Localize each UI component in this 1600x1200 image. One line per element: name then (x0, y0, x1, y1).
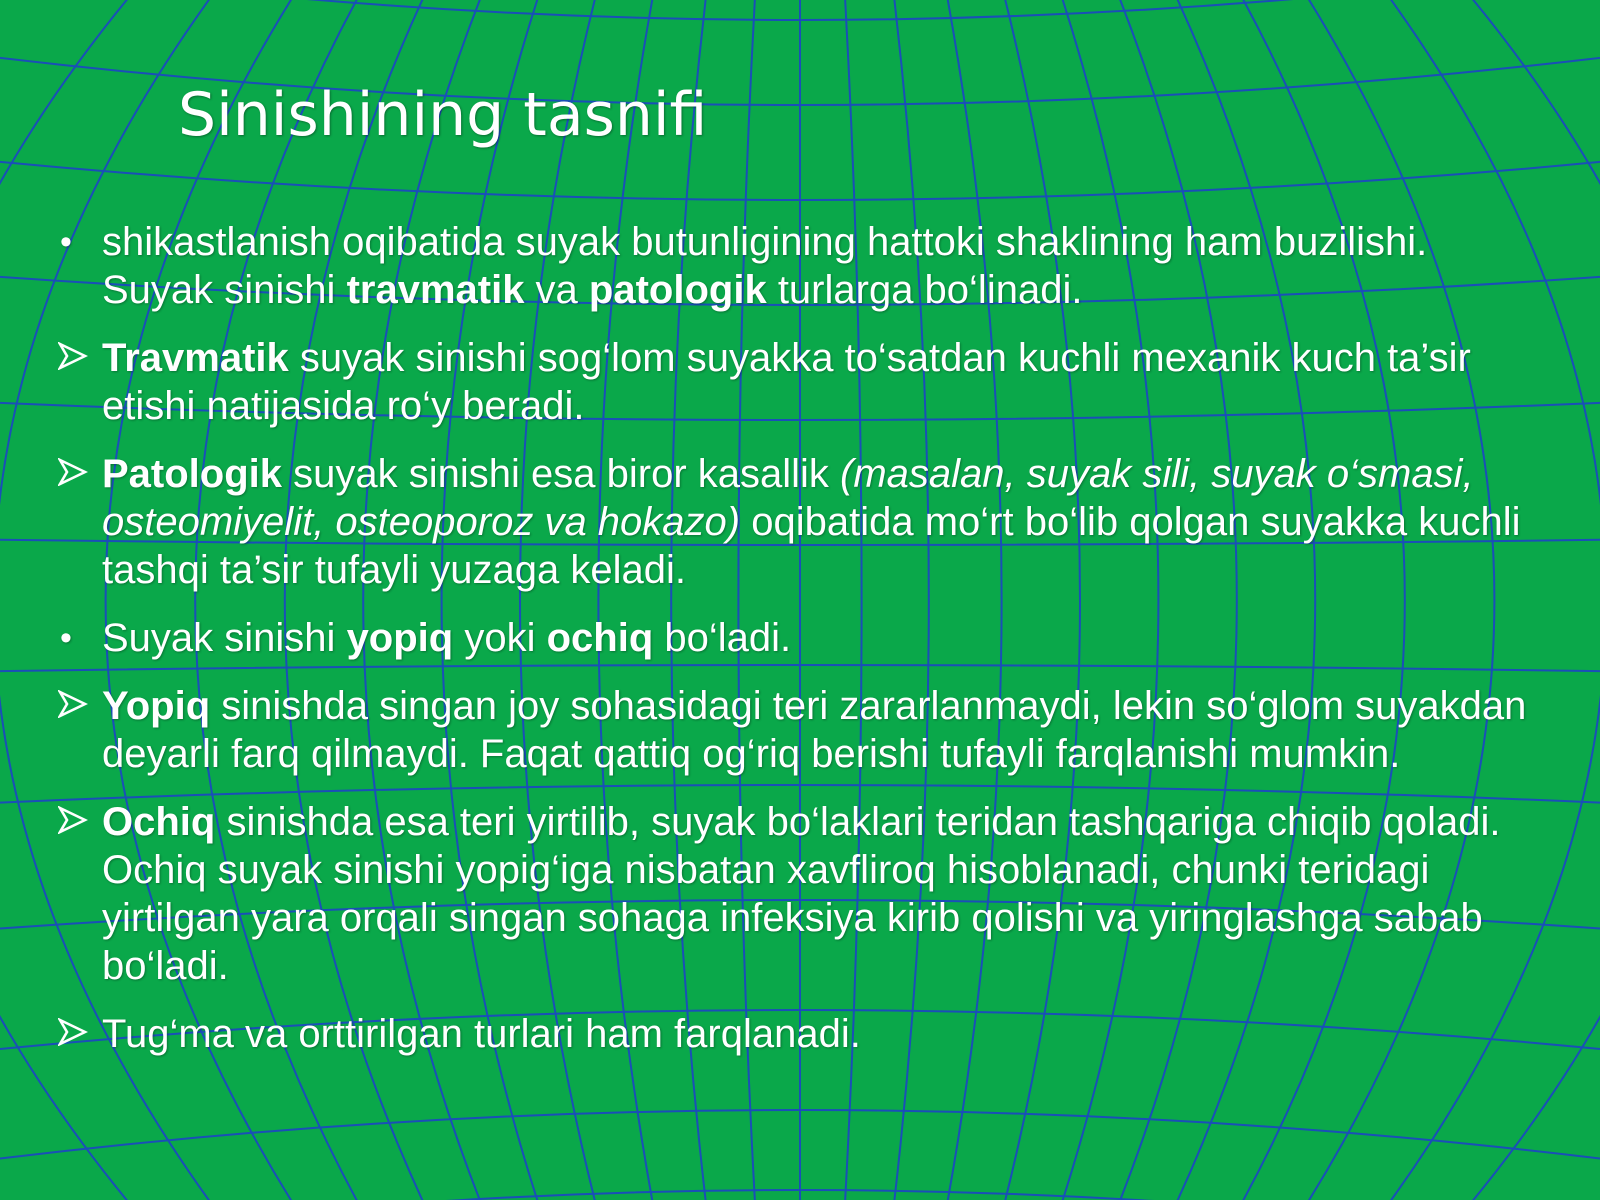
bold-term: Yopiq (102, 684, 211, 728)
list-item (58, 334, 1538, 430)
list-item (58, 798, 1538, 990)
text-run: suyak sinishi esa biror kasallik (282, 452, 841, 496)
text-run: suyak sinishi sog‘lom suyakka to‘satdan kuchli mexanik kuch ta’sir etishi natijasida ro‘y beradi. (102, 336, 1471, 428)
slide-content (58, 218, 1538, 1078)
arrow-bullet-icon (58, 798, 98, 834)
list-item-text (102, 800, 1500, 988)
list-item-text (102, 336, 1471, 428)
text-run: shikastlanish oqibatida suyak butunligining hattoki shaklining ham buzilishi. Suyak sinishi (102, 220, 1428, 312)
arrow-bullet-icon (58, 1010, 98, 1046)
arrow-bullet-icon (58, 450, 98, 486)
list-item-text (102, 220, 1427, 312)
bold-term: travmatik (346, 268, 525, 312)
text-run: sinishda singan joy sohasidagi teri zararlanmaydi, lekin so‘glom suyakdan deyarli farq qilmaydi. Faqat qattiq og‘riq berishi tufayli farqlanishi mumkin. (102, 684, 1527, 776)
list-item-text (102, 616, 791, 660)
list-item-text (102, 452, 1521, 592)
list-item (58, 614, 1538, 662)
bullet-icon: • (60, 619, 72, 657)
bold-term: Ochiq (102, 800, 216, 844)
text-run: yoki (453, 616, 547, 660)
list-item-text (102, 684, 1526, 776)
list-item-text (102, 1012, 861, 1056)
list-item (58, 1010, 1538, 1058)
bullet-icon: • (60, 223, 72, 261)
text-run: oqibatida mo‘rt bo‘lib qolgan suyakka kuchli tashqi ta’sir tufayli yuzaga keladi. (102, 500, 1521, 592)
bold-term: patologik (588, 268, 767, 312)
list-item (58, 682, 1538, 778)
list-item (58, 450, 1538, 594)
arrow-bullet-icon (58, 682, 98, 718)
text-run: Suyak sinishi (102, 616, 347, 660)
text-run: turlarga bo‘linadi. (766, 268, 1083, 312)
list-item (58, 218, 1538, 314)
bold-term: ochiq (546, 616, 654, 660)
slide-title: Sinishining tasnifi (178, 80, 708, 150)
text-run: Tug‘ma va orttirilgan turlari ham farqlanadi. (102, 1012, 861, 1056)
text-run: bo‘ladi. (653, 616, 792, 660)
bold-term: Patologik (102, 452, 283, 496)
italic-text: (masalan, suyak sili, suyak o‘smasi, osteomiyelit, osteoporoz va hokazo) (102, 452, 1474, 544)
arrow-bullet-icon (58, 334, 98, 370)
text-run: sinishda esa teri yirtilib, suyak bo‘laklari teridan tashqariga chiqib qoladi. Ochiq suyak sinishi yopig‘iga nisbatan xavfliroq hisoblanadi, chunki teridagi yirtilgan yara orqali singan sohaga infeksiya kirib qolishi va yiringlashga sabab bo‘ladi. (102, 800, 1501, 988)
bold-term: Travmatik (102, 336, 289, 380)
text-run: va (524, 268, 589, 312)
bold-term: yopiq (346, 616, 454, 660)
